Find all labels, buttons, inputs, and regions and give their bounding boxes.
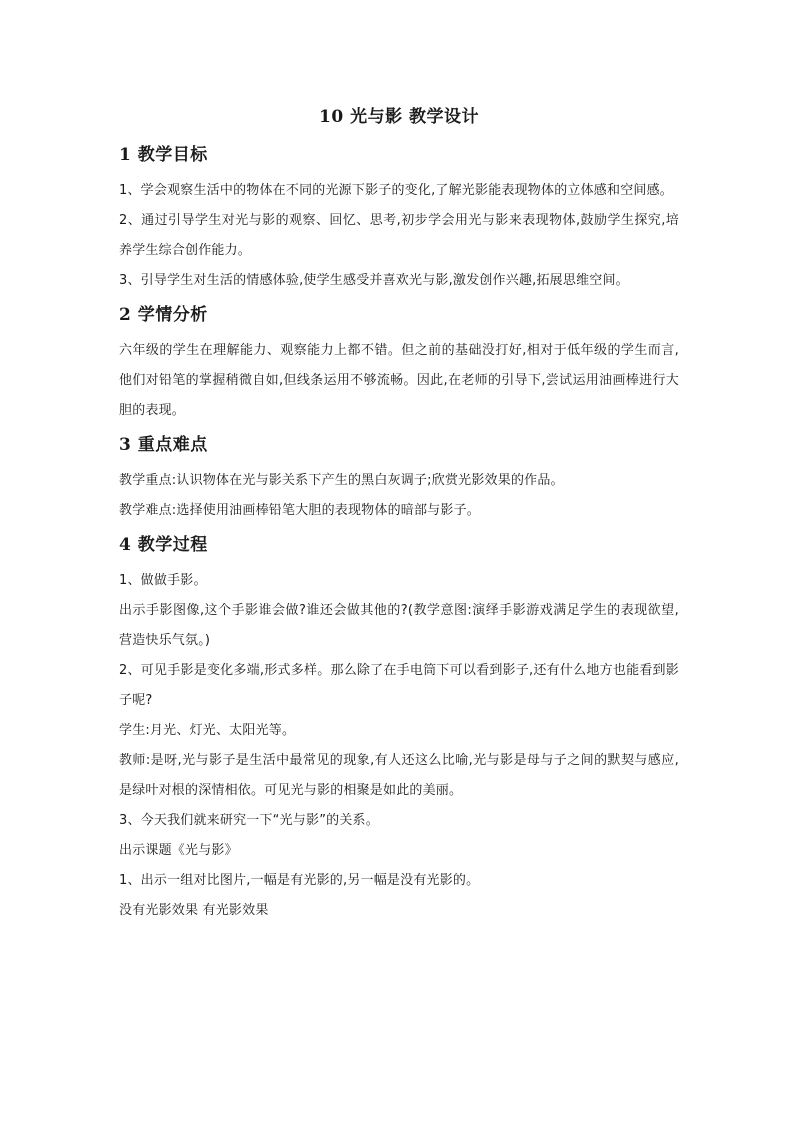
paragraph: 出示手影图像,这个手影谁会做?谁还会做其他的?(教学意图:演绎手影游戏满足学生的表现欲望,营造快乐气氛。) <box>119 603 679 648</box>
paragraph: 学生:月光、灯光、太阳光等。 <box>119 723 296 738</box>
section-heading: 3 重点难点 <box>119 435 208 455</box>
paragraph: 3、今天我们就来研究一下“光与影”的关系。 <box>119 813 379 828</box>
paragraph: 六年级的学生在理解能力、观察能力上都不错。但之前的基础没打好,相对于低年级的学生而言,他们对铅笔的掌握稍微自如,但线条运用不够流畅。因此,在老师的引导下,尝试运用油画棒进行大胆的表现。 <box>119 343 679 418</box>
paragraph: 教学难点:选择使用油画棒铅笔大胆的表现物体的暗部与影子。 <box>119 503 480 518</box>
paragraph: 没有光影效果 有光影效果 <box>119 903 269 918</box>
paragraph: 1、出示一组对比图片,一幅是有光影的,另一幅是没有光影的。 <box>119 873 480 888</box>
paragraph: 出示课题《光与影》 <box>119 843 238 858</box>
section-teaching-process <box>119 532 679 926</box>
paragraph: 2、通过引导学生对光与影的观察、回忆、思考,初步学会用光与影来表现物体,鼓励学生探究,培养学生综合创作能力。 <box>119 213 679 258</box>
section-heading: 2 学情分析 <box>119 305 208 325</box>
paragraph: 1、学会观察生活中的物体在不同的光源下影子的变化,了解光影能表现物体的立体感和空间感。 <box>119 183 674 198</box>
section-heading: 4 教学过程 <box>119 535 208 555</box>
paragraph: 1、做做手影。 <box>119 573 207 588</box>
section-heading: 1 教学目标 <box>119 145 208 165</box>
section-teaching-goals <box>119 142 679 296</box>
section-key-points <box>119 432 679 526</box>
document-title: 10 光与影 教学设计 <box>319 107 479 127</box>
section-student-analysis <box>119 302 679 426</box>
paragraph: 3、引导学生对生活的情感体验,使学生感受并喜欢光与影,激发创作兴趣,拓展思维空间。 <box>119 273 629 288</box>
paragraph: 2、可见手影是变化多端,形式多样。那么除了在手电筒下可以看到影子,还有什么地方也能看到影子呢? <box>119 663 679 708</box>
paragraph: 教学重点:认识物体在光与影关系下产生的黑白灰调子;欣赏光影效果的作品。 <box>119 473 564 488</box>
paragraph: 教师:是呀,光与影子是生活中最常见的现象,有人还这么比喻,光与影是母与子之间的默契与感应,是绿叶对根的深情相依。可见光与影的相聚是如此的美丽。 <box>119 753 679 798</box>
document-body <box>119 104 679 932</box>
